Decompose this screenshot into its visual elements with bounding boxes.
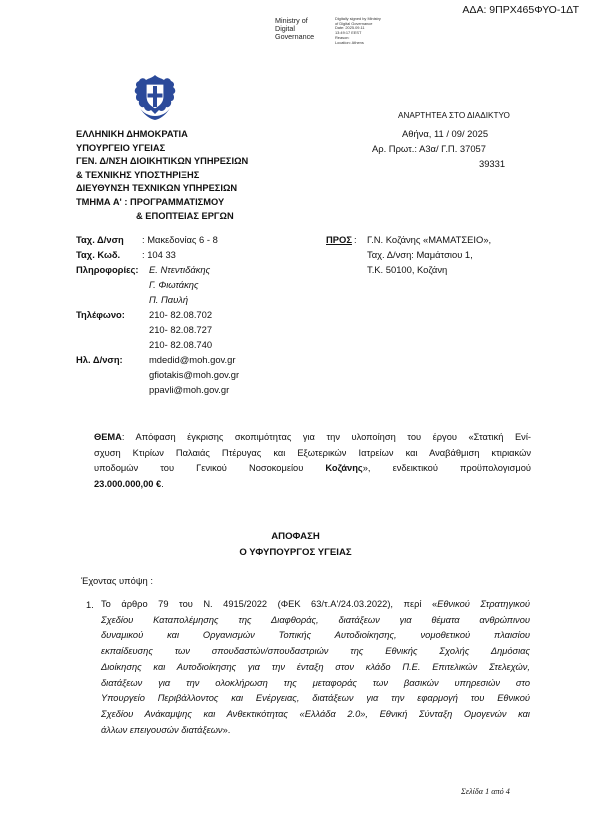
email-address: ppavli@moh.gov.gr bbox=[149, 384, 230, 395]
postal-value: : 104 33 bbox=[142, 249, 176, 260]
subject-label: ΘΕΜΑ bbox=[94, 432, 122, 442]
subject-text: : Απόφαση έγκρισης σκοπιμότητας για την υλοποίηση του έργου «Στατική Ενί- bbox=[121, 432, 531, 442]
item-italic: άλλων επειγουσών διατάξεων bbox=[101, 724, 223, 735]
recipient-colon: : bbox=[354, 234, 357, 245]
item-line: Σχεδίου Καταπολέμησης της Διαφθοράς, διατάξεων για θέματα ανθρώπινου bbox=[101, 614, 530, 625]
info-label: Πληροφορίες: bbox=[76, 264, 139, 275]
info-name: Π. Παυλή bbox=[149, 294, 189, 305]
signature-org-line: Digital bbox=[275, 24, 295, 34]
address-label: Ταχ. Δ/νση bbox=[76, 234, 124, 245]
recipient-line: Τ.Κ. 50100, Κοζάνη bbox=[367, 264, 448, 275]
issuer-line: & ΕΠΟΠΤΕΙΑΣ ΕΡΓΩΝ bbox=[136, 210, 234, 221]
protocol-number: Αρ. Πρωτ.: Α3α/ Γ.Π. 37057 bbox=[372, 143, 486, 154]
item-line: Σχεδίου Ανάκαμψης και Ανθεκτικότητας «Ελλάδα 2.0», Εθνική Σύνταξη Ομογενών και bbox=[101, 708, 530, 719]
decision-title: ΑΠΟΦΑΣΗ bbox=[271, 531, 320, 542]
item-line bbox=[101, 597, 530, 613]
subject-text: υποδομών του Γενικού Νοσοκομείου bbox=[94, 463, 326, 474]
subject-line bbox=[94, 461, 531, 477]
list-item bbox=[101, 597, 530, 738]
issuer-line: ΥΠΟΥΡΓΕΙΟ ΥΓΕΙΑΣ bbox=[76, 142, 166, 153]
info-name: Γ. Φιωτάκης bbox=[149, 279, 199, 290]
address-value: : Μακεδονίας 6 - 8 bbox=[142, 234, 218, 245]
postal-label: Ταχ. Κωδ. bbox=[76, 249, 121, 260]
signature-detail-line: Date: 2025.09.11 bbox=[335, 25, 365, 31]
phone-label: Τηλέφωνο: bbox=[76, 309, 125, 320]
item-line bbox=[101, 723, 530, 739]
document-date: Αθήνα, 11 / 09/ 2025 bbox=[402, 128, 489, 139]
signature-detail-line: 13:49:17 EEST bbox=[335, 30, 362, 36]
signature-detail-line: Digitally signed by Ministry bbox=[335, 16, 381, 21]
signature-detail-line: Location: Athens bbox=[335, 39, 364, 45]
ada-number: ΑΔΑ: 9ΠΡΧ465ΦΥΟ-1ΔΤ bbox=[462, 4, 579, 16]
subject-amount: 23.000.000,00 € bbox=[94, 478, 162, 489]
issuer-line: ΤΜΗΜΑ Α' : ΠΡΟΓΡΑΜΜΑΤΙΣΜΟΥ bbox=[76, 197, 225, 207]
issuer-line: & ΤΕΧΝΙΚΗΣ ΥΠΟΣΤΗΡΙΞΗΣ bbox=[76, 169, 200, 180]
issuer-line: ΕΛΛΗΝΙΚΗ ΔΗΜΟΚΡΑΤΙΑ bbox=[76, 129, 188, 139]
phone-number: 210- 82.08.727 bbox=[149, 324, 213, 335]
subject-line bbox=[94, 430, 531, 446]
recipient-line: Ταχ. Δ/νση: Μαμάτσιου 1, bbox=[367, 249, 473, 260]
issuer-line: ΔΙΕΥΘΥΝΣΗ ΤΕΧΝΙΚΩΝ ΥΠΗΡΕΣΙΩΝ bbox=[76, 183, 238, 194]
protocol-number-2: 39331 bbox=[479, 158, 506, 169]
subject-hospital: Κοζάνης bbox=[325, 463, 363, 474]
decision-subtitle: Ο ΥΦΥΠΟΥΡΓΟΣ ΥΓΕΙΑΣ bbox=[239, 547, 352, 558]
info-name: Ε. Ντεντιδάκης bbox=[149, 264, 211, 275]
signature-org-line: Governance bbox=[275, 32, 315, 42]
recipient-label: ΠΡΟΣ bbox=[326, 234, 352, 245]
issuer-line: ΓΕΝ. Δ/ΝΣΗ ΔΙΟΙΚΗΤΙΚΩΝ ΥΠΗΡΕΣΙΩΝ bbox=[76, 156, 249, 167]
signature-detail-line: Reason: bbox=[335, 34, 350, 40]
item-text: ». bbox=[222, 724, 231, 735]
signature-org bbox=[275, 17, 314, 42]
considering-heading: Έχοντας υπόψη : bbox=[81, 575, 153, 586]
subject-line: σχυση Κτιρίων Παλαιάς Πτέρυγας και Εξωτερικών Ιατρείων και Αναβάθμιση κτιριακών bbox=[94, 447, 531, 458]
subject-text: », ενδεικτικού προϋπολογισμού bbox=[362, 463, 531, 474]
item-line: διατάξεων για την ολοκλήρωση της μεταφοράς των βασικών υπηρεσιών στο bbox=[101, 677, 530, 688]
item-line: Διοίκησης και Αυτοδιοίκησης για την ένταξη στον κλάδο Π.Ε. Επιτελικών Στελεχών, bbox=[101, 661, 530, 672]
item-text: Το άρθρο 79 του Ν. 4915/2022 (ΦΕΚ 63/τ.Α'/24.03.2022), περί « bbox=[101, 599, 438, 609]
phone-number: 210- 82.08.740 bbox=[149, 339, 213, 350]
publish-notice: ΑΝΑΡΤΗΤΕΑ ΣΤΟ ΔΙΑΔΙΚΤΥΟ bbox=[398, 111, 510, 120]
item-line: εκπαίδευσης των σπουδαστών/σπουδαστριών της Εθνικής Σχολής Δημόσιας bbox=[101, 646, 530, 657]
signature-org-line: Ministry of bbox=[275, 16, 308, 25]
recipient-line: Γ.Ν. Κοζάνης «ΜΑΜΑΤΣΕΙΟ», bbox=[367, 234, 492, 245]
phone-number: 210- 82.08.702 bbox=[149, 309, 213, 320]
subject-line bbox=[94, 477, 531, 493]
item-line: δυναμικού και Οργανισμών Τοπικής Αυτοδιοίκησης, νομοθετικού πλαισίου bbox=[101, 630, 530, 641]
page-number: Σελίδα 1 από 4 bbox=[461, 787, 510, 796]
subject-text: . bbox=[161, 478, 164, 489]
email-address: gfiotakis@moh.gov.gr bbox=[149, 369, 240, 380]
list-item-number: 1. bbox=[86, 600, 94, 610]
email-address: mdedid@moh.gov.gr bbox=[149, 354, 236, 365]
greek-emblem-icon bbox=[132, 74, 178, 121]
signature-details bbox=[335, 17, 415, 45]
item-line: Υπουργείο Περιβάλλοντος και Ενέργειας, διατάξεων για την εφαρμογή του Εθνικού bbox=[101, 693, 530, 704]
item-italic: Εθνικού Στρατηγικού bbox=[437, 599, 530, 609]
signature-detail-line: of Digital Governance bbox=[335, 20, 373, 26]
subject-paragraph bbox=[94, 430, 531, 492]
email-label: Ηλ. Δ/νση: bbox=[76, 354, 123, 365]
